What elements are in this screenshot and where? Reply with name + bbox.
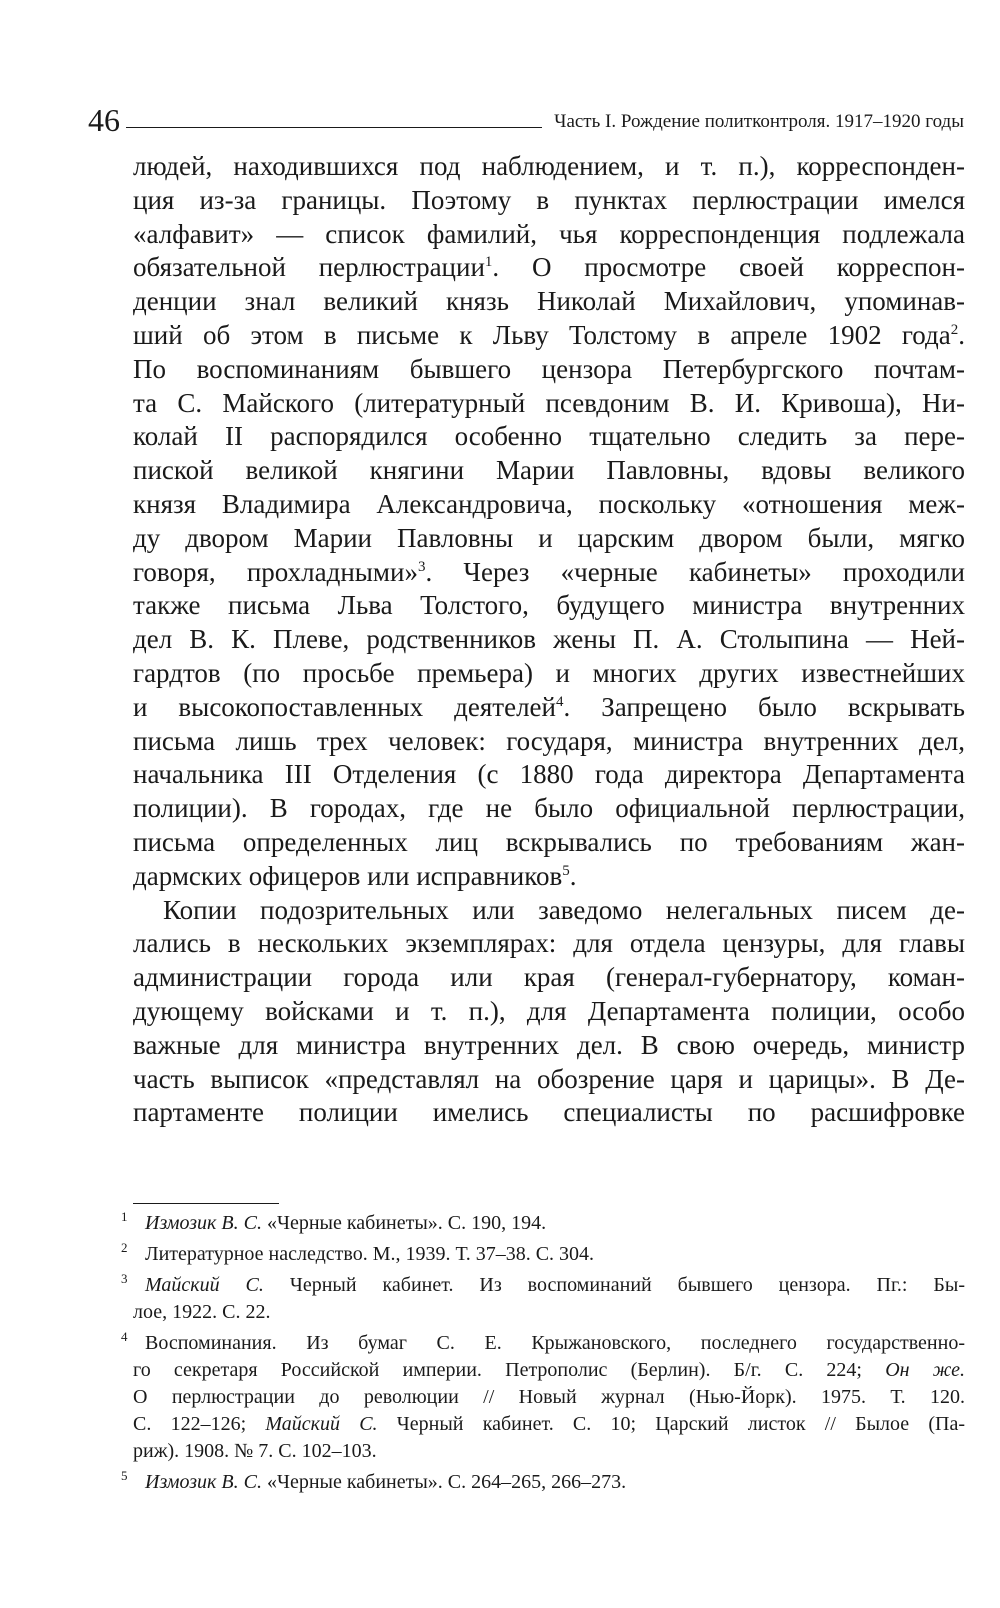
footnote: 4 Воспоминания. Из бумаг С. Е. Крыжановского, последнего государственно- го секретаря Российской империи. Петрополис (Берлин). Б/г. С. 224; Он же. О перлюстрации до революции // Новый журнал (Нью-Йорк). 1975. Т. 120. С. 122–126; Майский С. Черный кабинет. С. 10; Царский листок // Былое (Па- риж). 1908. № 7. С. 102–103. xyxy=(121,1329,966,1462)
text-line: дел В. К. Плеве, родственников жены П. А. Столыпина — Ней- xyxy=(133,624,965,655)
text-line: письма лишь трех человек: государя, министра внутренних дел, xyxy=(133,725,965,756)
text-line: «алфавит» — список фамилий, чья корреспонденция подлежала xyxy=(133,218,965,249)
text-line: людей, находившихся под наблюдением, и т. п.), корреспонден- xyxy=(133,151,965,181)
text-line: дующему войсками и т. п.), для Департамента полиции, особо xyxy=(133,995,965,1026)
text-line: князя Владимира Александровича, поскольку «отношения меж- xyxy=(133,488,965,519)
text-line: дармских офицеров или исправников$^5$. xyxy=(133,860,577,891)
text-line: важные для министра внутренних дел. В свою очередь, министр xyxy=(133,1029,965,1060)
text-line: пиской великой княгини Марии Павловны, вдовы великого xyxy=(133,455,965,486)
footnote: 5 Измозик В. С. «Черные кабинеты». С. 264–265, 266–273. xyxy=(121,1468,627,1493)
text-line: ший об этом в письме к Льву Толстому в апреле 1902 года$^2$. xyxy=(133,319,965,350)
text-line: часть выписок «представлял на обозрение царя и царицы». В Де- xyxy=(133,1063,965,1094)
main-text xyxy=(133,150,965,1130)
header-rule xyxy=(126,127,542,128)
text-line: говоря, прохладными»$^3$. Через «черные кабинеты» проходили xyxy=(133,556,966,587)
page-header xyxy=(88,92,964,136)
text-line: ция из-за границы. Поэтому в пунктах перлюстрации имелся xyxy=(133,184,965,215)
footnote-ref: 5 xyxy=(562,862,570,879)
text-line: гардтов (по просьбе премьера) и многих других известнейших xyxy=(133,657,965,688)
text-line: начальника III Отделения (с 1880 года директора Департамента xyxy=(133,759,965,790)
text-line: лались в нескольких экземплярах: для отдела цензуры, для главы xyxy=(133,928,965,959)
text-line: Копии подозрительных или заведомо нелегальных писем де- xyxy=(163,894,965,925)
footnote-ref: 1 xyxy=(484,254,493,271)
footnote: 2 Литературное наследство. М., 1939. Т. 37–38. С. 304. xyxy=(121,1240,595,1265)
running-title: Часть I. Рождение политконтроля. 1917–1920 годы xyxy=(554,111,964,132)
text-line: письма определенных лиц вскрывались по требованиям жан- xyxy=(133,826,965,857)
text-line: партаменте полиции имелись специалисты по расшифровке xyxy=(133,1097,965,1128)
text-line: денции знал великий князь Николай Михайлович, упоминав- xyxy=(133,286,965,317)
text-line: обязательной перлюстрации$^1$. О просмотре своей корреспон- xyxy=(133,252,965,283)
footnote-ref: 2 xyxy=(950,321,959,338)
footnote-ref: 3 xyxy=(417,558,426,575)
footnote: 3 Майский С. Черный кабинет. Из воспоминаний бывшего цензора. Пг.: Бы- лое, 1922. С. 22. xyxy=(121,1271,965,1323)
footnotes xyxy=(121,1210,965,1500)
text-line: ду двором Марии Павловны и царским двором были, мягко xyxy=(133,522,965,553)
page-number: 46 xyxy=(88,102,120,138)
footnote-divider xyxy=(133,1203,279,1204)
footnote-ref: 4 xyxy=(555,693,564,710)
text-line: также письма Льва Толстого, будущего министра внутренних xyxy=(133,590,965,621)
text-line: полиции). В городах, где не было официальной перлюстрации, xyxy=(133,793,965,824)
text-line: та С. Майского (литературный псевдоним В. И. Кривоша), Ни- xyxy=(133,387,965,418)
text-line: администрации города или края (генерал-губернатору, коман- xyxy=(133,962,965,993)
text-line: и высокопоставленных деятелей$^4$. Запрещено было вскрывать xyxy=(133,691,965,722)
text-line: колай II распорядился особенно тщательно следить за пере- xyxy=(133,421,965,452)
text-line: По воспоминаниям бывшего цензора Петербургского почтам- xyxy=(133,353,965,384)
footnote: 1 Измозик В. С. «Черные кабинеты». С. 190, 194. xyxy=(121,1209,547,1234)
